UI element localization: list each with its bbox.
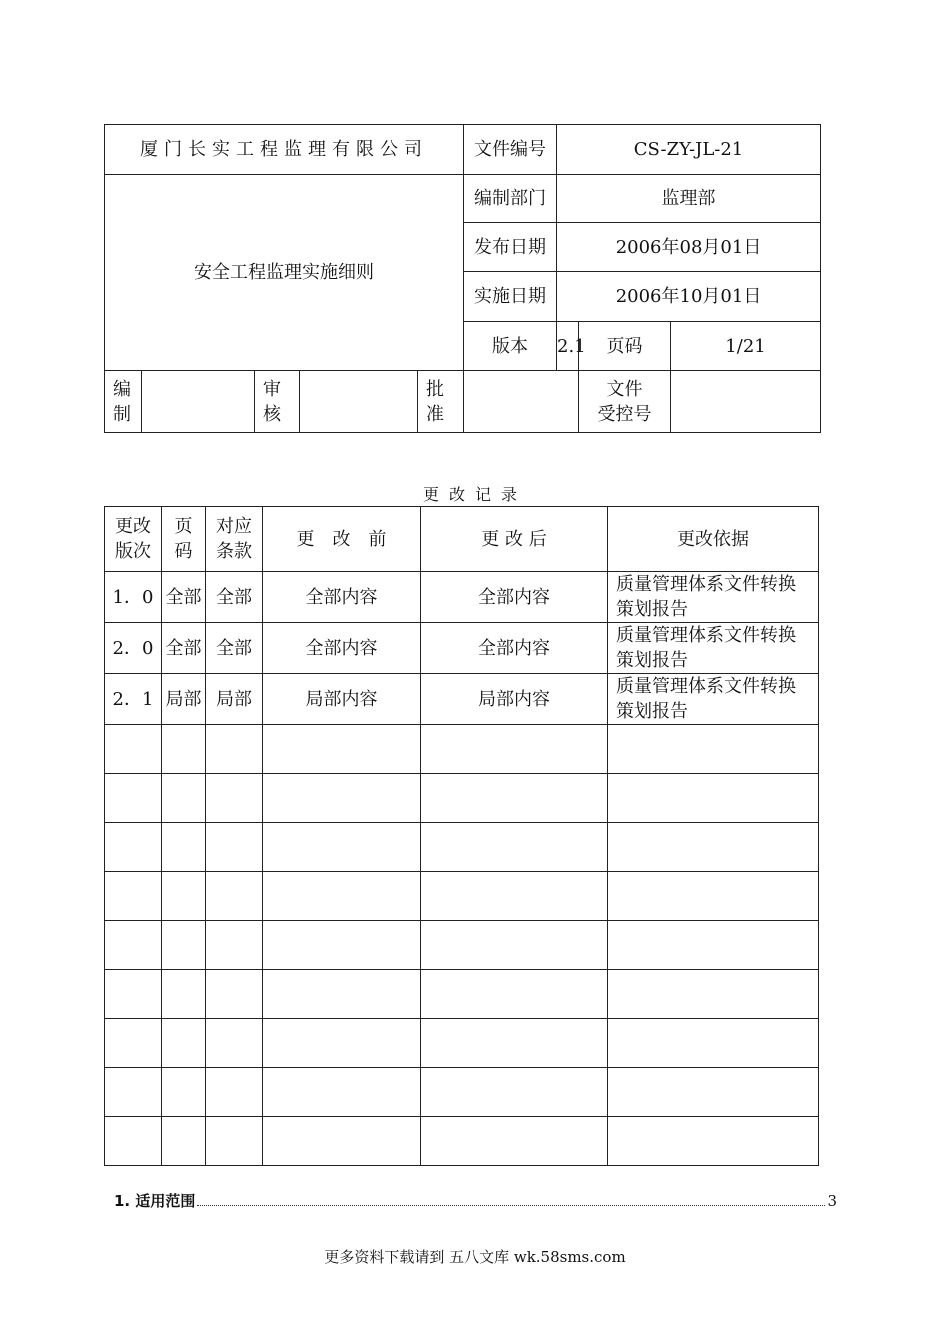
row-basis-l2: 策划报告 [616, 701, 688, 722]
col-clause-header-l1: 对应 [216, 516, 252, 537]
empty-cell[interactable] [206, 872, 263, 921]
row-before: 局部内容 [263, 674, 421, 725]
row-page: 局部 [162, 674, 206, 725]
empty-cell[interactable] [105, 1019, 162, 1068]
doc-no-value: CS-ZY-JL-21 [557, 125, 821, 175]
empty-cell[interactable] [206, 970, 263, 1019]
approve-label [418, 371, 464, 433]
empty-cell[interactable] [263, 970, 421, 1019]
row-basis [608, 572, 819, 623]
dept-value: 监理部 [557, 175, 821, 223]
empty-cell[interactable] [421, 823, 608, 872]
row-clause: 局部 [206, 674, 263, 725]
empty-cell[interactable] [421, 1068, 608, 1117]
empty-row [105, 823, 819, 872]
dept-label: 编制部门 [464, 175, 557, 223]
row-basis [608, 623, 819, 674]
document-header-table [104, 124, 821, 433]
change-log-table [104, 506, 819, 1166]
col-version-header-l2: 版次 [115, 541, 151, 562]
empty-cell[interactable] [421, 921, 608, 970]
empty-cell[interactable] [162, 970, 206, 1019]
compile-label-text: 编制 [113, 378, 131, 425]
table-row [105, 623, 819, 674]
empty-cell[interactable] [421, 774, 608, 823]
empty-cell[interactable] [206, 1019, 263, 1068]
empty-row [105, 725, 819, 774]
toc-page-number: 3 [827, 1192, 837, 1210]
empty-cell[interactable] [263, 725, 421, 774]
empty-cell[interactable] [608, 1117, 819, 1166]
release-date-value: 2006年08月01日 [557, 223, 821, 272]
empty-cell[interactable] [263, 774, 421, 823]
row-after: 全部内容 [421, 623, 608, 674]
col-version-header [105, 507, 162, 572]
empty-cell[interactable] [608, 1068, 819, 1117]
review-signature[interactable] [300, 371, 418, 433]
col-clause-header-l2: 条款 [216, 541, 252, 562]
col-page-header-l2: 码 [174, 541, 193, 562]
approve-label-text: 批准 [426, 378, 444, 425]
empty-cell[interactable] [162, 1117, 206, 1166]
toc-leader-dots [197, 1204, 825, 1206]
row-basis-l1: 质量管理体系文件转换 [616, 676, 796, 697]
row-before: 全部内容 [263, 572, 421, 623]
empty-cell[interactable] [162, 1019, 206, 1068]
empty-cell[interactable] [105, 774, 162, 823]
empty-row [105, 1019, 819, 1068]
page-value: 1/21 [671, 322, 821, 371]
release-date-label: 发布日期 [464, 223, 557, 272]
doc-title: 安全工程监理实施细则 [105, 175, 464, 371]
empty-cell[interactable] [162, 872, 206, 921]
control-no-label [579, 371, 671, 433]
empty-cell[interactable] [421, 872, 608, 921]
col-page-header-l1: 页 [174, 516, 193, 537]
empty-cell[interactable] [206, 1068, 263, 1117]
col-page-header [162, 507, 206, 572]
row-page: 全部 [162, 623, 206, 674]
empty-cell[interactable] [263, 1019, 421, 1068]
empty-row [105, 1117, 819, 1166]
col-after-header: 更 改 后 [421, 507, 608, 572]
empty-cell[interactable] [105, 725, 162, 774]
empty-cell[interactable] [162, 725, 206, 774]
row-after: 局部内容 [421, 674, 608, 725]
empty-cell[interactable] [263, 872, 421, 921]
approve-signature[interactable] [464, 371, 579, 433]
row-basis [608, 674, 819, 725]
row-basis-l2: 策划报告 [616, 599, 688, 620]
empty-cell[interactable] [105, 1117, 162, 1166]
empty-row [105, 872, 819, 921]
col-before-header: 更 改 前 [263, 507, 421, 572]
review-label-text: 审核 [263, 378, 281, 425]
footer-text: 更多资料下载请到 五八文库 wk.58sms.com [324, 1248, 626, 1266]
row-basis-l1: 质量管理体系文件转换 [616, 574, 796, 595]
empty-cell[interactable] [206, 823, 263, 872]
version-label: 版本 [464, 322, 557, 371]
table-row [105, 674, 819, 725]
empty-cell[interactable] [206, 921, 263, 970]
compile-label [105, 371, 142, 433]
change-log-title: 更改记录 [422, 485, 527, 504]
empty-row [105, 774, 819, 823]
empty-cell[interactable] [608, 774, 819, 823]
empty-cell[interactable] [105, 921, 162, 970]
empty-cell[interactable] [206, 725, 263, 774]
row-after: 全部内容 [421, 572, 608, 623]
empty-cell[interactable] [105, 970, 162, 1019]
doc-no-label: 文件编号 [464, 125, 557, 175]
empty-cell[interactable] [421, 725, 608, 774]
version-value: 2.1 [557, 322, 579, 371]
company-name: 厦门长实工程监理有限公司 [105, 125, 464, 175]
row-page: 全部 [162, 572, 206, 623]
col-version-header-l1: 更改 [115, 516, 151, 537]
empty-cell[interactable] [263, 1117, 421, 1166]
change-log-header-row [105, 507, 819, 572]
empty-cell[interactable] [608, 1019, 819, 1068]
row-version: 2．1 [105, 674, 162, 725]
row-clause: 全部 [206, 572, 263, 623]
empty-cell[interactable] [608, 725, 819, 774]
effective-date-label: 实施日期 [464, 272, 557, 322]
empty-cell[interactable] [263, 1068, 421, 1117]
empty-row [105, 970, 819, 1019]
control-no-value[interactable] [671, 371, 821, 433]
empty-cell[interactable] [162, 823, 206, 872]
toc-label[interactable]: 1. 适用范围 [114, 1192, 196, 1210]
empty-cell[interactable] [263, 823, 421, 872]
empty-cell[interactable] [206, 1117, 263, 1166]
empty-cell[interactable] [105, 823, 162, 872]
row-version: 1．0 [105, 572, 162, 623]
control-no-label-line1: 文件 [606, 378, 643, 400]
empty-cell[interactable] [421, 1117, 608, 1166]
col-basis-header: 更改依据 [608, 507, 819, 572]
row-clause: 全部 [206, 623, 263, 674]
row-before: 全部内容 [263, 623, 421, 674]
row-basis-l2: 策划报告 [616, 650, 688, 671]
empty-row [105, 921, 819, 970]
effective-date-value: 2006年10月01日 [557, 272, 821, 322]
empty-cell[interactable] [105, 1068, 162, 1117]
empty-cell[interactable] [608, 823, 819, 872]
empty-cell[interactable] [608, 921, 819, 970]
empty-cell[interactable] [206, 774, 263, 823]
review-label [255, 371, 300, 433]
empty-cell[interactable] [162, 921, 206, 970]
page-label: 页码 [579, 322, 671, 371]
empty-cell[interactable] [421, 1019, 608, 1068]
empty-cell[interactable] [263, 921, 421, 970]
empty-cell[interactable] [162, 1068, 206, 1117]
empty-cell[interactable] [105, 872, 162, 921]
empty-cell[interactable] [608, 872, 819, 921]
col-clause-header [206, 507, 263, 572]
toc-entry[interactable] [114, 1190, 837, 1211]
empty-cell[interactable] [421, 970, 608, 1019]
empty-cell[interactable] [608, 970, 819, 1019]
row-basis-l1: 质量管理体系文件转换 [616, 625, 796, 646]
table-row [105, 572, 819, 623]
compile-signature[interactable] [142, 371, 255, 433]
empty-cell[interactable] [162, 774, 206, 823]
empty-row [105, 1068, 819, 1117]
row-version: 2．0 [105, 623, 162, 674]
control-no-label-line2: 受控号 [597, 403, 652, 425]
